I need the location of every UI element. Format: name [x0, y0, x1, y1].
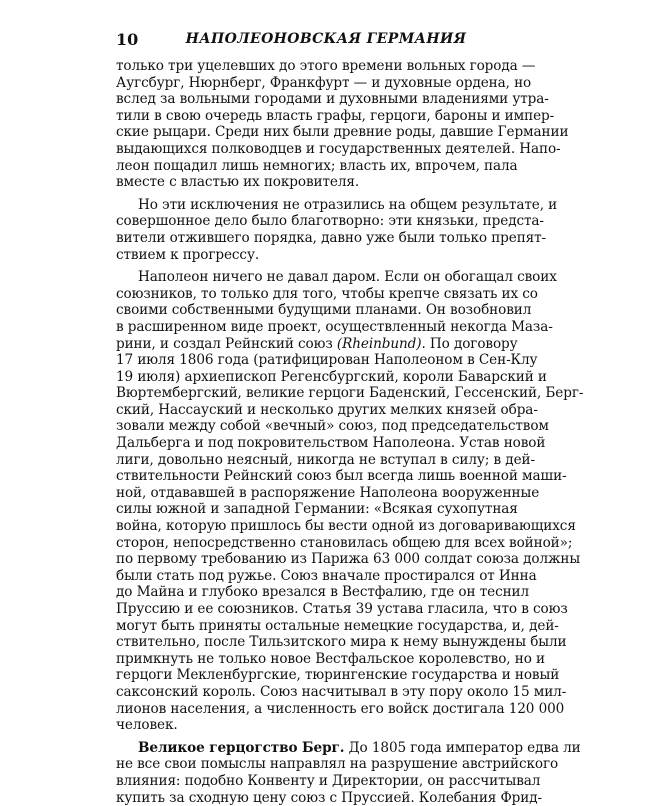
text-line: тили в свою очередь власть графы, герцоги, бароны и импер- — [116, 107, 555, 124]
text-line: человек. — [116, 717, 178, 734]
text-line: ский, Нассауский и несколько других мелких князей обра- — [116, 401, 538, 418]
paragraph-1 — [116, 58, 569, 191]
text-line: могут быть приняты остальные немецкие государства, и, дей- — [116, 617, 559, 634]
text-line: не все свои помыслы направлял на разрушение австрийского — [116, 756, 559, 773]
text-line: Вюртембергский, великие герцоги Баденский, Гессенский, Берг- — [116, 385, 584, 402]
text-line: примкнуть не только новое Вестфальское королевство, но и — [116, 650, 545, 667]
text-line: в расширенном виде проект, осуществленный некогда Маза- — [116, 318, 553, 335]
text-line: сторон, непосредственно становилась общею для всех войной»; — [116, 534, 573, 551]
text-line: саксонский король. Союз насчитывал в эту пору около 15 мил- — [116, 683, 567, 700]
rheinbund-term: (Rheinbund). — [336, 335, 426, 352]
text-line: по первому требованию из Парижа 63 000 солдат союза должны — [116, 551, 581, 568]
text-line: влияния: подобно Конвенту и Директории, он рассчитывал — [116, 772, 541, 789]
text-line: ной, отдававшей в распоряжение Наполеона вооруженные — [116, 484, 540, 501]
paragraph-4 — [116, 739, 581, 806]
text-segment: рини, и создал Рейнский союз — [116, 335, 337, 352]
text-line: вители отжившего порядка, давно уже были только препят- — [116, 229, 547, 246]
text-line: Наполеон ничего не давал даром. Если он обогащал своих — [138, 269, 557, 286]
paragraph-3 — [116, 269, 584, 734]
text-line-rheinbund — [116, 336, 536, 353]
text-line: 19 июля) архиепископ Регенсбургский, короли Баварский и — [116, 368, 547, 385]
text-line: выдающихся полководцев и государственных деятелей. Напо- — [116, 140, 561, 157]
text-line: своими собственными будущими планами. Он возобновил — [116, 302, 532, 319]
text-line: ствительно, после Тильзитского мира к нему вынуждены были — [116, 634, 567, 651]
text-line: силы южной и западной Германии: «Всякая сухопутная — [116, 501, 518, 518]
text-line: Но эти исключения не отразились на общем результате, и — [138, 196, 558, 213]
text-line: ствительности Рейнский союз был всегда лишь военной маши- — [116, 468, 567, 485]
text-line: ские рыцари. Среди них были древние роды, давшие Германии — [116, 124, 569, 141]
text-line: ствием к прогрессу. — [116, 246, 260, 263]
text-line: союзников, то только для того, чтобы крепче связать их со — [116, 285, 538, 302]
page-number: 10 — [116, 30, 139, 49]
text-segment: По договору — [425, 335, 518, 352]
text-line: вслед за вольными городами и духовными владениями утра- — [116, 91, 549, 108]
text-line-heading — [116, 739, 581, 757]
page-body — [116, 58, 584, 806]
text-line: война, которую пришлось бы вести одной из договаривающихся — [116, 518, 576, 535]
text-line: были стать под ружье. Союз вначале простирался от Инна — [116, 567, 537, 584]
page-header — [116, 30, 536, 52]
text-line: герцоги Мекленбургские, тюрингенские государства и новый — [116, 667, 560, 684]
text-line: лиги, довольно неясный, никогда не вступал в силу; в дей- — [116, 451, 535, 468]
text-line: 17 июля 1806 года (ратифицирован Наполеоном в Сен-Клу — [116, 352, 538, 369]
text-line: Пруссию и ее союзников. Статья 39 устава гласила, что в союз — [116, 601, 568, 617]
text-segment: До 1805 года император едва ли — [344, 739, 581, 756]
text-line: леон пощадил лишь немногих; власть их, впрочем, пала — [116, 157, 518, 174]
text-line: до Майна и глубоко врезался в Вестфалию, где он теснил — [116, 584, 530, 601]
text-line: Дальберга и под покровительством Наполеона. Устав новой — [116, 435, 546, 452]
text-line: Аугсбург, Нюрнберг, Франкфурт — и духовные ордена, но — [116, 74, 532, 91]
text-line: только три уцелевших до этого времени вольных города — — [116, 58, 536, 74]
section-heading: Великое герцогство Берг. — [138, 739, 345, 756]
paragraph-2 — [116, 196, 558, 263]
text-line: совершонное дело было благотворно: эти князьки, предста- — [116, 213, 544, 230]
text-line: купить за сходную цену союз с Пруссией. Колебания Фрид- — [116, 789, 543, 806]
running-title: НАПОЛЕОНОВСКАЯ ГЕРМАНИЯ — [185, 31, 467, 47]
text-line: зовали между собой «вечный» союз, под председательством — [116, 418, 549, 435]
text-line: лионов населения, а численность его войск достигала 120 000 — [116, 700, 565, 717]
text-line: вместе с властью их покровителя. — [116, 174, 360, 191]
